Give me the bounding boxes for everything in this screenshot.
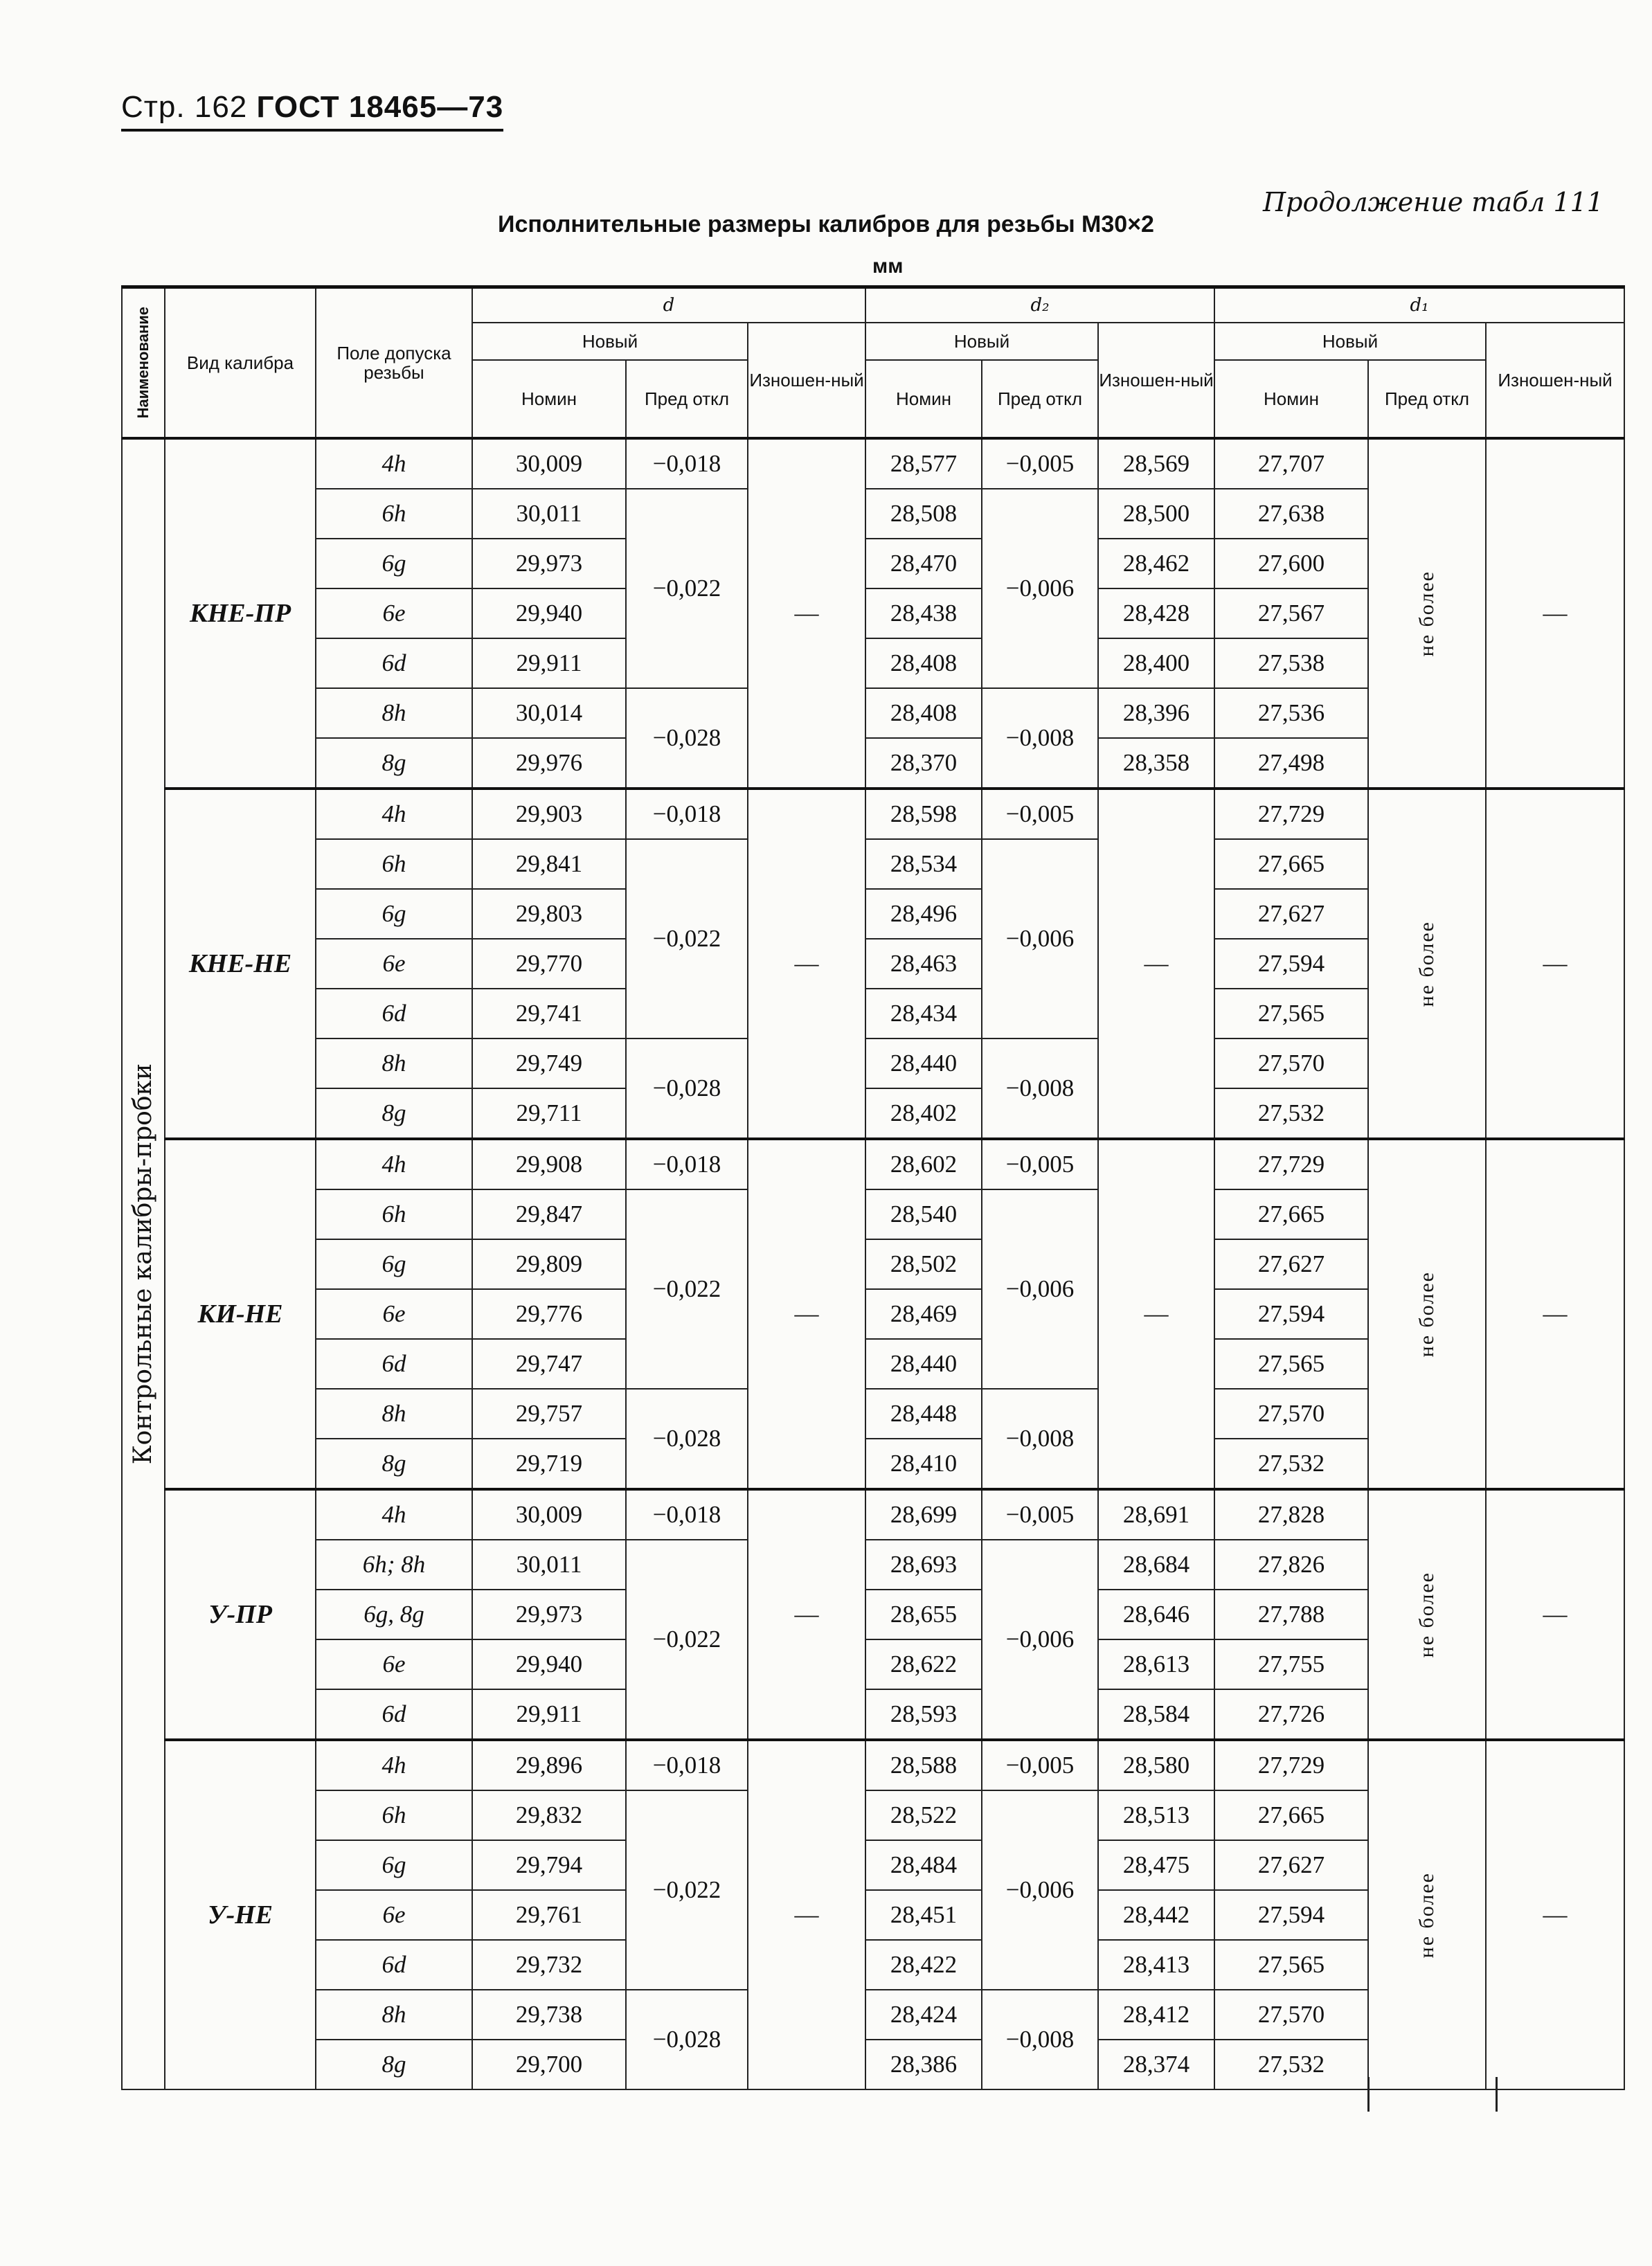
d2-deviation: −0,006: [982, 839, 1098, 1038]
d2-worn: 28,613: [1098, 1639, 1214, 1689]
d2-worn: 28,462: [1098, 539, 1214, 588]
d1-nomin: Номин: [1214, 360, 1368, 438]
d1-nominal: 27,755: [1214, 1639, 1368, 1689]
d1-nominal: 27,594: [1214, 1890, 1368, 1940]
d-nominal: 30,011: [472, 1540, 626, 1590]
d2-nominal: 28,370: [865, 738, 982, 789]
d2-deviation: −0,005: [982, 1489, 1098, 1540]
d2-nominal: 28,534: [865, 839, 982, 889]
d-deviation: −0,022: [626, 1189, 748, 1389]
d-nominal: 29,738: [472, 1990, 626, 2040]
d2-nominal: 28,470: [865, 539, 982, 588]
tolerance-field: 8h: [316, 688, 472, 738]
d-nominal: 29,896: [472, 1740, 626, 1790]
d1-nominal: 27,627: [1214, 1239, 1368, 1289]
d2-nominal: 28,508: [865, 489, 982, 539]
tolerance-field: 4h: [316, 1740, 472, 1790]
d2-worn: —: [1098, 789, 1214, 1139]
d1-pred-otkl: Пред откл: [1368, 360, 1486, 438]
d1-nominal: 27,498: [1214, 738, 1368, 789]
d-nominal: 29,719: [472, 1439, 626, 1489]
table-row: [122, 438, 1624, 489]
tolerance-field: 8h: [316, 1990, 472, 2040]
table-row: [122, 789, 1624, 839]
d1-iznoshenny: Изношен-ный: [1486, 323, 1624, 438]
tolerance-field: 6e: [316, 1890, 472, 1940]
d2-nominal: 28,693: [865, 1540, 982, 1590]
d2-worn: 28,684: [1098, 1540, 1214, 1590]
d2-nominal: 28,598: [865, 789, 982, 839]
gauge-type: КНЕ-ПР: [165, 438, 316, 789]
d-nominal: 29,832: [472, 1790, 626, 1840]
d-nominal: 29,749: [472, 1038, 626, 1088]
d2-nominal: 28,699: [865, 1489, 982, 1540]
gauge-type: У-НЕ: [165, 1740, 316, 2089]
d2-nominal: 28,440: [865, 1038, 982, 1088]
d2-worn: 28,580: [1098, 1740, 1214, 1790]
tolerance-field: 8h: [316, 1038, 472, 1088]
d2-nominal: 28,422: [865, 1940, 982, 1990]
gauge-type: У-ПР: [165, 1489, 316, 1740]
standard-code: ГОСТ 18465—73: [256, 90, 504, 124]
d-deviation: −0,022: [626, 489, 748, 688]
d2-deviation: −0,006: [982, 489, 1098, 688]
tolerance-field: 6g: [316, 1840, 472, 1890]
d2-worn: 28,513: [1098, 1790, 1214, 1840]
gauge-type: КНЕ-НЕ: [165, 789, 316, 1139]
d1-nominal: 27,532: [1214, 2040, 1368, 2089]
d2-nominal: 28,440: [865, 1339, 982, 1389]
gauge-type: КИ-НЕ: [165, 1139, 316, 1489]
d2-nominal: 28,502: [865, 1239, 982, 1289]
tolerance-field: 6d: [316, 1339, 472, 1389]
d1-nominal: 27,570: [1214, 1389, 1368, 1439]
d-deviation: −0,028: [626, 1038, 748, 1139]
d-nominal: 29,903: [472, 789, 626, 839]
d-deviation: −0,018: [626, 1489, 748, 1540]
d-deviation: −0,018: [626, 789, 748, 839]
tolerance-field: 8g: [316, 2040, 472, 2089]
d1-nominal: 27,570: [1214, 1038, 1368, 1088]
d-deviation: −0,018: [626, 1740, 748, 1790]
d2-worn: 28,358: [1098, 738, 1214, 789]
d2-deviation: −0,006: [982, 1790, 1098, 1990]
d1-nominal: 27,788: [1214, 1590, 1368, 1639]
d1-nominal: 27,565: [1214, 1339, 1368, 1389]
d1-nominal: 27,729: [1214, 1139, 1368, 1189]
d2-worn: 28,428: [1098, 588, 1214, 638]
d-deviation: −0,028: [626, 688, 748, 789]
col-d1: d₁: [1214, 287, 1624, 323]
d2-iznoshenny: Изношен-ный: [1098, 323, 1214, 438]
d-deviation: −0,022: [626, 839, 748, 1038]
d1-nominal: 27,638: [1214, 489, 1368, 539]
unit-label: мм: [872, 255, 904, 278]
d-deviation: −0,028: [626, 1389, 748, 1489]
tolerance-field: 6d: [316, 1689, 472, 1740]
tolerance-field: 6h: [316, 1189, 472, 1239]
d1-nominal: 27,594: [1214, 1289, 1368, 1339]
tolerance-field: 6h; 8h: [316, 1540, 472, 1590]
d1-nominal: 27,538: [1214, 638, 1368, 688]
d2-nominal: 28,402: [865, 1088, 982, 1139]
d2-nominal: 28,448: [865, 1389, 982, 1439]
d1-nominal: 27,565: [1214, 989, 1368, 1038]
continuation-note: Продолжение табл 111: [1263, 187, 1604, 217]
d-nominal: 30,009: [472, 438, 626, 489]
d1-deviation: не более: [1368, 1139, 1486, 1489]
tolerance-field: 4h: [316, 789, 472, 839]
d2-deviation: −0,006: [982, 1189, 1098, 1389]
table-body: [122, 438, 1624, 2089]
d-iznoshenny: Изношен-ный: [748, 323, 865, 438]
dimensions-table: [121, 285, 1625, 2090]
d1-worn: —: [1486, 1740, 1624, 2089]
d1-nominal: 27,532: [1214, 1439, 1368, 1489]
col-pole: Поле допуска резьбы: [316, 287, 472, 439]
d2-noviy: Новый: [865, 323, 1098, 360]
d1-nominal: 27,665: [1214, 1790, 1368, 1840]
d2-worn: 28,396: [1098, 688, 1214, 738]
d1-deviation: не более: [1368, 789, 1486, 1139]
tolerance-field: 6e: [316, 939, 472, 989]
d1-nominal: 27,826: [1214, 1540, 1368, 1590]
d-nominal: 29,757: [472, 1389, 626, 1439]
d-nominal: 29,911: [472, 1689, 626, 1740]
d1-noviy: Новый: [1214, 323, 1486, 360]
tolerance-field: 6g: [316, 1239, 472, 1289]
d2-nominal: 28,484: [865, 1840, 982, 1890]
d2-nominal: 28,451: [865, 1890, 982, 1940]
d2-nominal: 28,408: [865, 638, 982, 688]
d-nominal: 29,776: [472, 1289, 626, 1339]
d-worn: —: [748, 789, 865, 1139]
d2-worn: 28,442: [1098, 1890, 1214, 1940]
d2-deviation: −0,005: [982, 1740, 1098, 1790]
d-nominal: 30,009: [472, 1489, 626, 1540]
d2-nomin: Номин: [865, 360, 982, 438]
d2-nominal: 28,588: [865, 1740, 982, 1790]
d1-deviation: не более: [1368, 1740, 1486, 2089]
d-worn: —: [748, 1489, 865, 1740]
d1-deviation: не более: [1368, 438, 1486, 789]
d2-nominal: 28,577: [865, 438, 982, 489]
d1-nominal: 27,565: [1214, 1940, 1368, 1990]
d1-worn: —: [1486, 1489, 1624, 1740]
d2-deviation: −0,008: [982, 1038, 1098, 1139]
tolerance-field: 6d: [316, 989, 472, 1038]
tolerance-field: 6h: [316, 839, 472, 889]
tolerance-field: 6h: [316, 489, 472, 539]
tolerance-field: 8g: [316, 738, 472, 789]
d1-nominal: 27,665: [1214, 839, 1368, 889]
tolerance-field: 8g: [316, 1439, 472, 1489]
tolerance-field: 6d: [316, 1940, 472, 1990]
d1-nominal: 27,726: [1214, 1689, 1368, 1740]
d-nominal: 29,761: [472, 1890, 626, 1940]
d-nominal: 29,940: [472, 588, 626, 638]
d-nominal: 29,973: [472, 539, 626, 588]
d-nominal: 30,011: [472, 489, 626, 539]
d-nominal: 29,770: [472, 939, 626, 989]
d2-worn: 28,691: [1098, 1489, 1214, 1540]
column-tick: [1367, 2077, 1370, 2112]
d2-nominal: 28,496: [865, 889, 982, 939]
d-nominal: 29,809: [472, 1239, 626, 1289]
d1-nominal: 27,707: [1214, 438, 1368, 489]
tolerance-field: 8h: [316, 1389, 472, 1439]
d1-nominal: 27,570: [1214, 1990, 1368, 2040]
tolerance-field: 6e: [316, 1639, 472, 1689]
d1-nominal: 27,532: [1214, 1088, 1368, 1139]
table-row: [122, 1489, 1624, 1540]
d2-deviation: −0,005: [982, 438, 1098, 489]
d-deviation: −0,018: [626, 438, 748, 489]
d1-nominal: 27,665: [1214, 1189, 1368, 1239]
d2-worn: 28,413: [1098, 1940, 1214, 1990]
tolerance-field: 6d: [316, 638, 472, 688]
d-pred-otkl: Пред откл: [626, 360, 748, 438]
d1-nominal: 27,567: [1214, 588, 1368, 638]
page-number: Стр. 162: [121, 90, 248, 124]
d-nominal: 29,911: [472, 638, 626, 688]
d2-worn: 28,400: [1098, 638, 1214, 688]
d2-nominal: 28,622: [865, 1639, 982, 1689]
d2-deviation: −0,008: [982, 1990, 1098, 2089]
d2-nominal: 28,540: [865, 1189, 982, 1239]
d-nominal: 29,747: [472, 1339, 626, 1389]
d1-nominal: 27,627: [1214, 1840, 1368, 1890]
d1-nominal: 27,729: [1214, 789, 1368, 839]
col-d2: d₂: [865, 287, 1214, 323]
page-header: [121, 90, 503, 132]
d2-deviation: −0,006: [982, 1540, 1098, 1740]
col-d: d: [472, 287, 865, 323]
d1-nominal: 27,729: [1214, 1740, 1368, 1790]
table-header: [122, 287, 1624, 439]
d2-nominal: 28,386: [865, 2040, 982, 2089]
table-row: [122, 1139, 1624, 1189]
d-nominal: 29,908: [472, 1139, 626, 1189]
d2-worn: 28,569: [1098, 438, 1214, 489]
tolerance-field: 6e: [316, 588, 472, 638]
d2-deviation: −0,008: [982, 1389, 1098, 1489]
d2-worn: 28,646: [1098, 1590, 1214, 1639]
d2-nominal: 28,655: [865, 1590, 982, 1639]
d2-nominal: 28,522: [865, 1790, 982, 1840]
d-deviation: −0,022: [626, 1790, 748, 1990]
d-deviation: −0,022: [626, 1540, 748, 1740]
d-noviy: Новый: [472, 323, 748, 360]
d2-deviation: −0,008: [982, 688, 1098, 789]
d2-nominal: 28,434: [865, 989, 982, 1038]
d1-nominal: 27,828: [1214, 1489, 1368, 1540]
tolerance-field: 4h: [316, 438, 472, 489]
d1-nominal: 27,594: [1214, 939, 1368, 989]
table-title: Исполнительные размеры калибров для резьбы М30×2: [498, 211, 1154, 237]
d2-worn: 28,412: [1098, 1990, 1214, 2040]
d-nominal: 29,803: [472, 889, 626, 939]
d-nominal: 29,841: [472, 839, 626, 889]
d2-nominal: 28,438: [865, 588, 982, 638]
d2-nominal: 28,410: [865, 1439, 982, 1489]
tolerance-field: 6g: [316, 889, 472, 939]
d1-deviation: не более: [1368, 1489, 1486, 1740]
d2-worn: 28,475: [1098, 1840, 1214, 1890]
d-deviation: −0,028: [626, 1990, 748, 2089]
d2-deviation: −0,005: [982, 1139, 1098, 1189]
d2-worn: 28,500: [1098, 489, 1214, 539]
d2-nominal: 28,424: [865, 1990, 982, 2040]
d-worn: —: [748, 1740, 865, 2089]
d-nominal: 29,847: [472, 1189, 626, 1239]
d-nominal: 29,794: [472, 1840, 626, 1890]
d2-nominal: 28,593: [865, 1689, 982, 1740]
group-label: Контрольные калибры-пробки: [122, 438, 165, 2089]
d1-worn: —: [1486, 789, 1624, 1139]
tolerance-field: 8g: [316, 1088, 472, 1139]
d2-pred-otkl: Пред откл: [982, 360, 1098, 438]
d-nominal: 29,741: [472, 989, 626, 1038]
d-nominal: 29,940: [472, 1639, 626, 1689]
d-nominal: 29,711: [472, 1088, 626, 1139]
tolerance-field: 6g, 8g: [316, 1590, 472, 1639]
d2-nominal: 28,602: [865, 1139, 982, 1189]
dimensions-table-wrap: [121, 285, 1613, 2090]
d2-worn: —: [1098, 1139, 1214, 1489]
tolerance-field: 6g: [316, 539, 472, 588]
d-worn: —: [748, 438, 865, 789]
d1-worn: —: [1486, 438, 1624, 789]
tolerance-field: 4h: [316, 1489, 472, 1540]
col-naimenovanie: Наименование: [122, 287, 165, 439]
d-worn: —: [748, 1139, 865, 1489]
d2-nominal: 28,408: [865, 688, 982, 738]
d-nominal: 30,014: [472, 688, 626, 738]
d1-nominal: 27,627: [1214, 889, 1368, 939]
column-tick: [1496, 2077, 1498, 2112]
d1-nominal: 27,600: [1214, 539, 1368, 588]
d2-nominal: 28,463: [865, 939, 982, 989]
d2-deviation: −0,005: [982, 789, 1098, 839]
d2-nominal: 28,469: [865, 1289, 982, 1339]
d-nominal: 29,973: [472, 1590, 626, 1639]
d-nominal: 29,732: [472, 1940, 626, 1990]
d-nominal: 29,700: [472, 2040, 626, 2089]
d-nomin: Номин: [472, 360, 626, 438]
d-nominal: 29,976: [472, 738, 626, 789]
tolerance-field: 6e: [316, 1289, 472, 1339]
d1-nominal: 27,536: [1214, 688, 1368, 738]
tolerance-field: 6h: [316, 1790, 472, 1840]
d2-worn: 28,584: [1098, 1689, 1214, 1740]
d-deviation: −0,018: [626, 1139, 748, 1189]
d2-worn: 28,374: [1098, 2040, 1214, 2089]
d1-worn: —: [1486, 1139, 1624, 1489]
tolerance-field: 4h: [316, 1139, 472, 1189]
table-row: [122, 1740, 1624, 1790]
col-vid: Вид калибра: [165, 287, 316, 439]
